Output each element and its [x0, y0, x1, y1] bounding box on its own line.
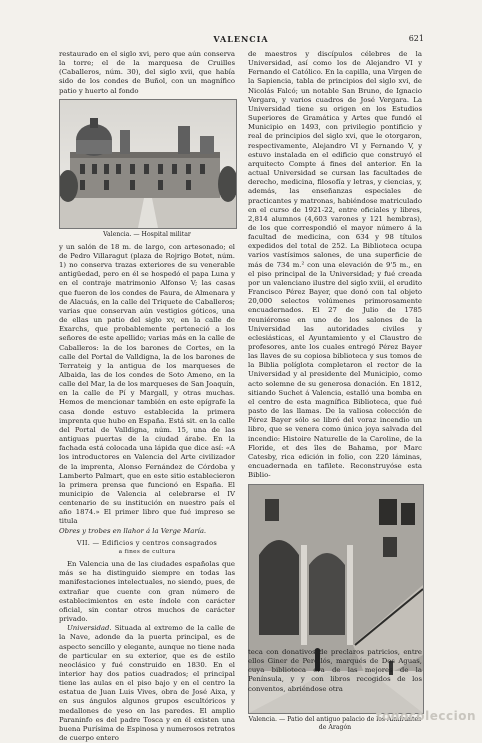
section-heading-line-1: VII. — Edificios y centros consagrados — [76, 538, 218, 547]
page-header — [58, 34, 424, 46]
right-paragraph-1: de maestros y discípulos célebres de la Universidad, así como los de Alejandro VI y Fernando el Católico. En la capilla, una Virgen de la Sapiencia, tabla de principios del siglo xvi, de Nicolás Falcó; un notable San Bruno, de Ignacio Vergara, y varios cuadros de José Vergara. La Universidad tiene su origen en los Estudios Superiores de Gramática y Artes que fundó el Municipio en 1493, con privilegio pontificio y real de principios del siglo xvi, que le otorgaron, respectivamente, Alejandro VI y Fernando V, y estuvo instalada en el edificio que construyó el arquitecto Compte á fines del anterior. En la actual Universidad se cursan las facultades de derecho, medicina, filosofía y letras, y ciencias, y, además, las enseñanzas especiales de practicantes y matronas, habiéndose matriculado en el curso de 1921-22, entre oficiales y libres, 2,814 alumnos (4,603 varones y 121 hembras), de los que correspondió el mayor número á la facultad de medicina, con 634 y 98 títulos expedidos del total de 252. La Biblioteca ocupa varios vastísimos salones, de una superficie de más de 734 m.² con una elevación de 9'5 m., en el piso principal de la Universidad; y fué creada por un valenciano ilustre del siglo xviii, el erudito Francisco Pérez Bayer, que donó con tal objeto 20,000 selectos volúmenes primorosamente encuadernados. El 27 de Julio de 1785 reuniéronse en uno de los salones de la Universidad las autoridades civiles y eclesiásticas, el Ayuntamiento y el Claustro de profesores, ante los cuales entregó Pérez Bayer las llaves de su copiosa biblioteca y sus tomos de la Biblia políglota completaron el rector de la Universidad y al presidente del Municipio, como acto solemne de su generosa donación. En 1812, sitiando Suchet á Valencia, estalló una bomba en el centro de esta magnífica Biblioteca, que fué pasto de las llamas. De la valiosa colección de Pérez Bayer sólo se libró del voraz incendio un libro, que se venera como única joya salvada del incendio: Histoire Naturelle de la Caroline, de la Floride, et des îles de Bahama, por Marc Catesby, rica edición in folio, con 220 láminas, encuadernada en tafilete. Reconstruyóse esta Biblio- — [248, 50, 422, 480]
hospital-militar-photo — [60, 100, 236, 228]
left-paragraph-1: restaurado en el siglo xvi, pero que aún conserva la torre; el de la marquesa de Cruilles (Caballeros, núm. 30), del siglo xvii, que había sido de los condes de Buñol, con un magnífico patio y huerto al fondo — [59, 50, 235, 95]
left-paragraph-2: y un salón de 18 m. de largo, con artesonado; el de Pedro Villaragut (plaza de Rojrigo Botet, núm. 1) no conserva trazas exteriores de su venerable antigüedad, pero en él se hospedó el papa Luna y en el contraje matrimonio Alfonso V; las casas que fueron de los condes de Faura, de Almenara y de Alacuás, en la calle del Triquete de Caballeros; varias que conservan aún vestigios góticos, una de ellas un patio del siglo xv, en la calle de Exarchs, que probablemente perteneció a los señores de este apellido; varias más en la calle de Caballeros: la de los barones de Cortes, en la calle del Portal de Valldigna, la de los barones de Terrateig y la antigua de los marqueses de Albaida, las de los condes de Soto Ameno, en la calle del Mar, la de los marqueses de San Joaquín, en la calle de Pí y Margall, y otras muchas. Hemos de mencionar también en este epígrafe la casa donde estuvo establecida la primera imprenta que hubo en España. Está sit. en la calle del Portal de Valldigna, núm. 15, una de las antiguas puertas de la ciudad árabe. En la fachada está colocada una lápida que dice así: «A los introductores en Valencia del Arte civilizador de la imprenta, Alonso Fernández de Córdoba y Lamberto Palmart, que en este sitio establecieron la primera prensa que funcionó en España. El municipio de Valencia al celebrarse el IV centenario de su institución en nuestro país el año 1874.» El primer libro que fué impreso se titula — [59, 242, 235, 526]
figure-hospital-militar — [59, 99, 237, 229]
section-heading — [59, 539, 235, 557]
page-number: 621 — [408, 34, 424, 43]
figure-2-caption-line-2: de Aragón — [318, 724, 352, 732]
watermark-logo: todocoleccion — [375, 709, 476, 723]
book-title: Obres y trobes en llahor á la Verge María. — [59, 526, 207, 535]
running-title: VALENCIA — [213, 34, 269, 44]
bottom-line-2: Giner de Perellós, marqués de Dos Aguas, cuya biblioteca era de las mejores de la Península, y y con libros recogidos de los conventos, abriéndose otra — [248, 657, 422, 693]
left-column — [59, 50, 235, 743]
figure-2-caption-line-1: Valencia. — Patio del antiguo palacio de los Almirantes — [248, 716, 422, 724]
right-column — [248, 50, 422, 736]
figure-1-caption: Valencia. — Hospital militar — [103, 230, 191, 238]
bottom-continuation — [59, 648, 421, 694]
bottom-line-1: teca con donativos de preclaros patricios, entre ellos — [248, 648, 422, 666]
left-paragraph-3: En Valencia una de las ciudades españolas que más se ha distinguido siempre en todas las manifestaciones intelectuales, no siendo, pues, de extrañar que cuente con gran número de establecimientos en este índole con carácter oficial, sin contar otros muchos de carácter privado. — [59, 560, 235, 624]
bottom-right-text — [248, 648, 422, 694]
universidad-term: Universidad. — [67, 624, 112, 633]
universidad-text: Situada al extremo de la calle de la Nave, adonde da la puerta principal, es de aspecto sencillo y elegante, aunque no tiene nada de particular en su exterior, que es de estilo neoclásico y fué construido en 1830. En el interior hay dos patios cuadrados; el principal tiene las aulas en el piso bajo y en el centro la estatua de Juan Luis Vives, obra de José Aixa, y en sus ángulos algunos grupos escultóricos y medallones de yeso en las paredes. El amplio Paraninfo es del padre Tosca y en él existen una buena Purísima de Espinosa y numerosos retratos de cuerpo entero — [59, 624, 235, 743]
section-heading-line-2: a fines de cultura — [118, 548, 176, 555]
